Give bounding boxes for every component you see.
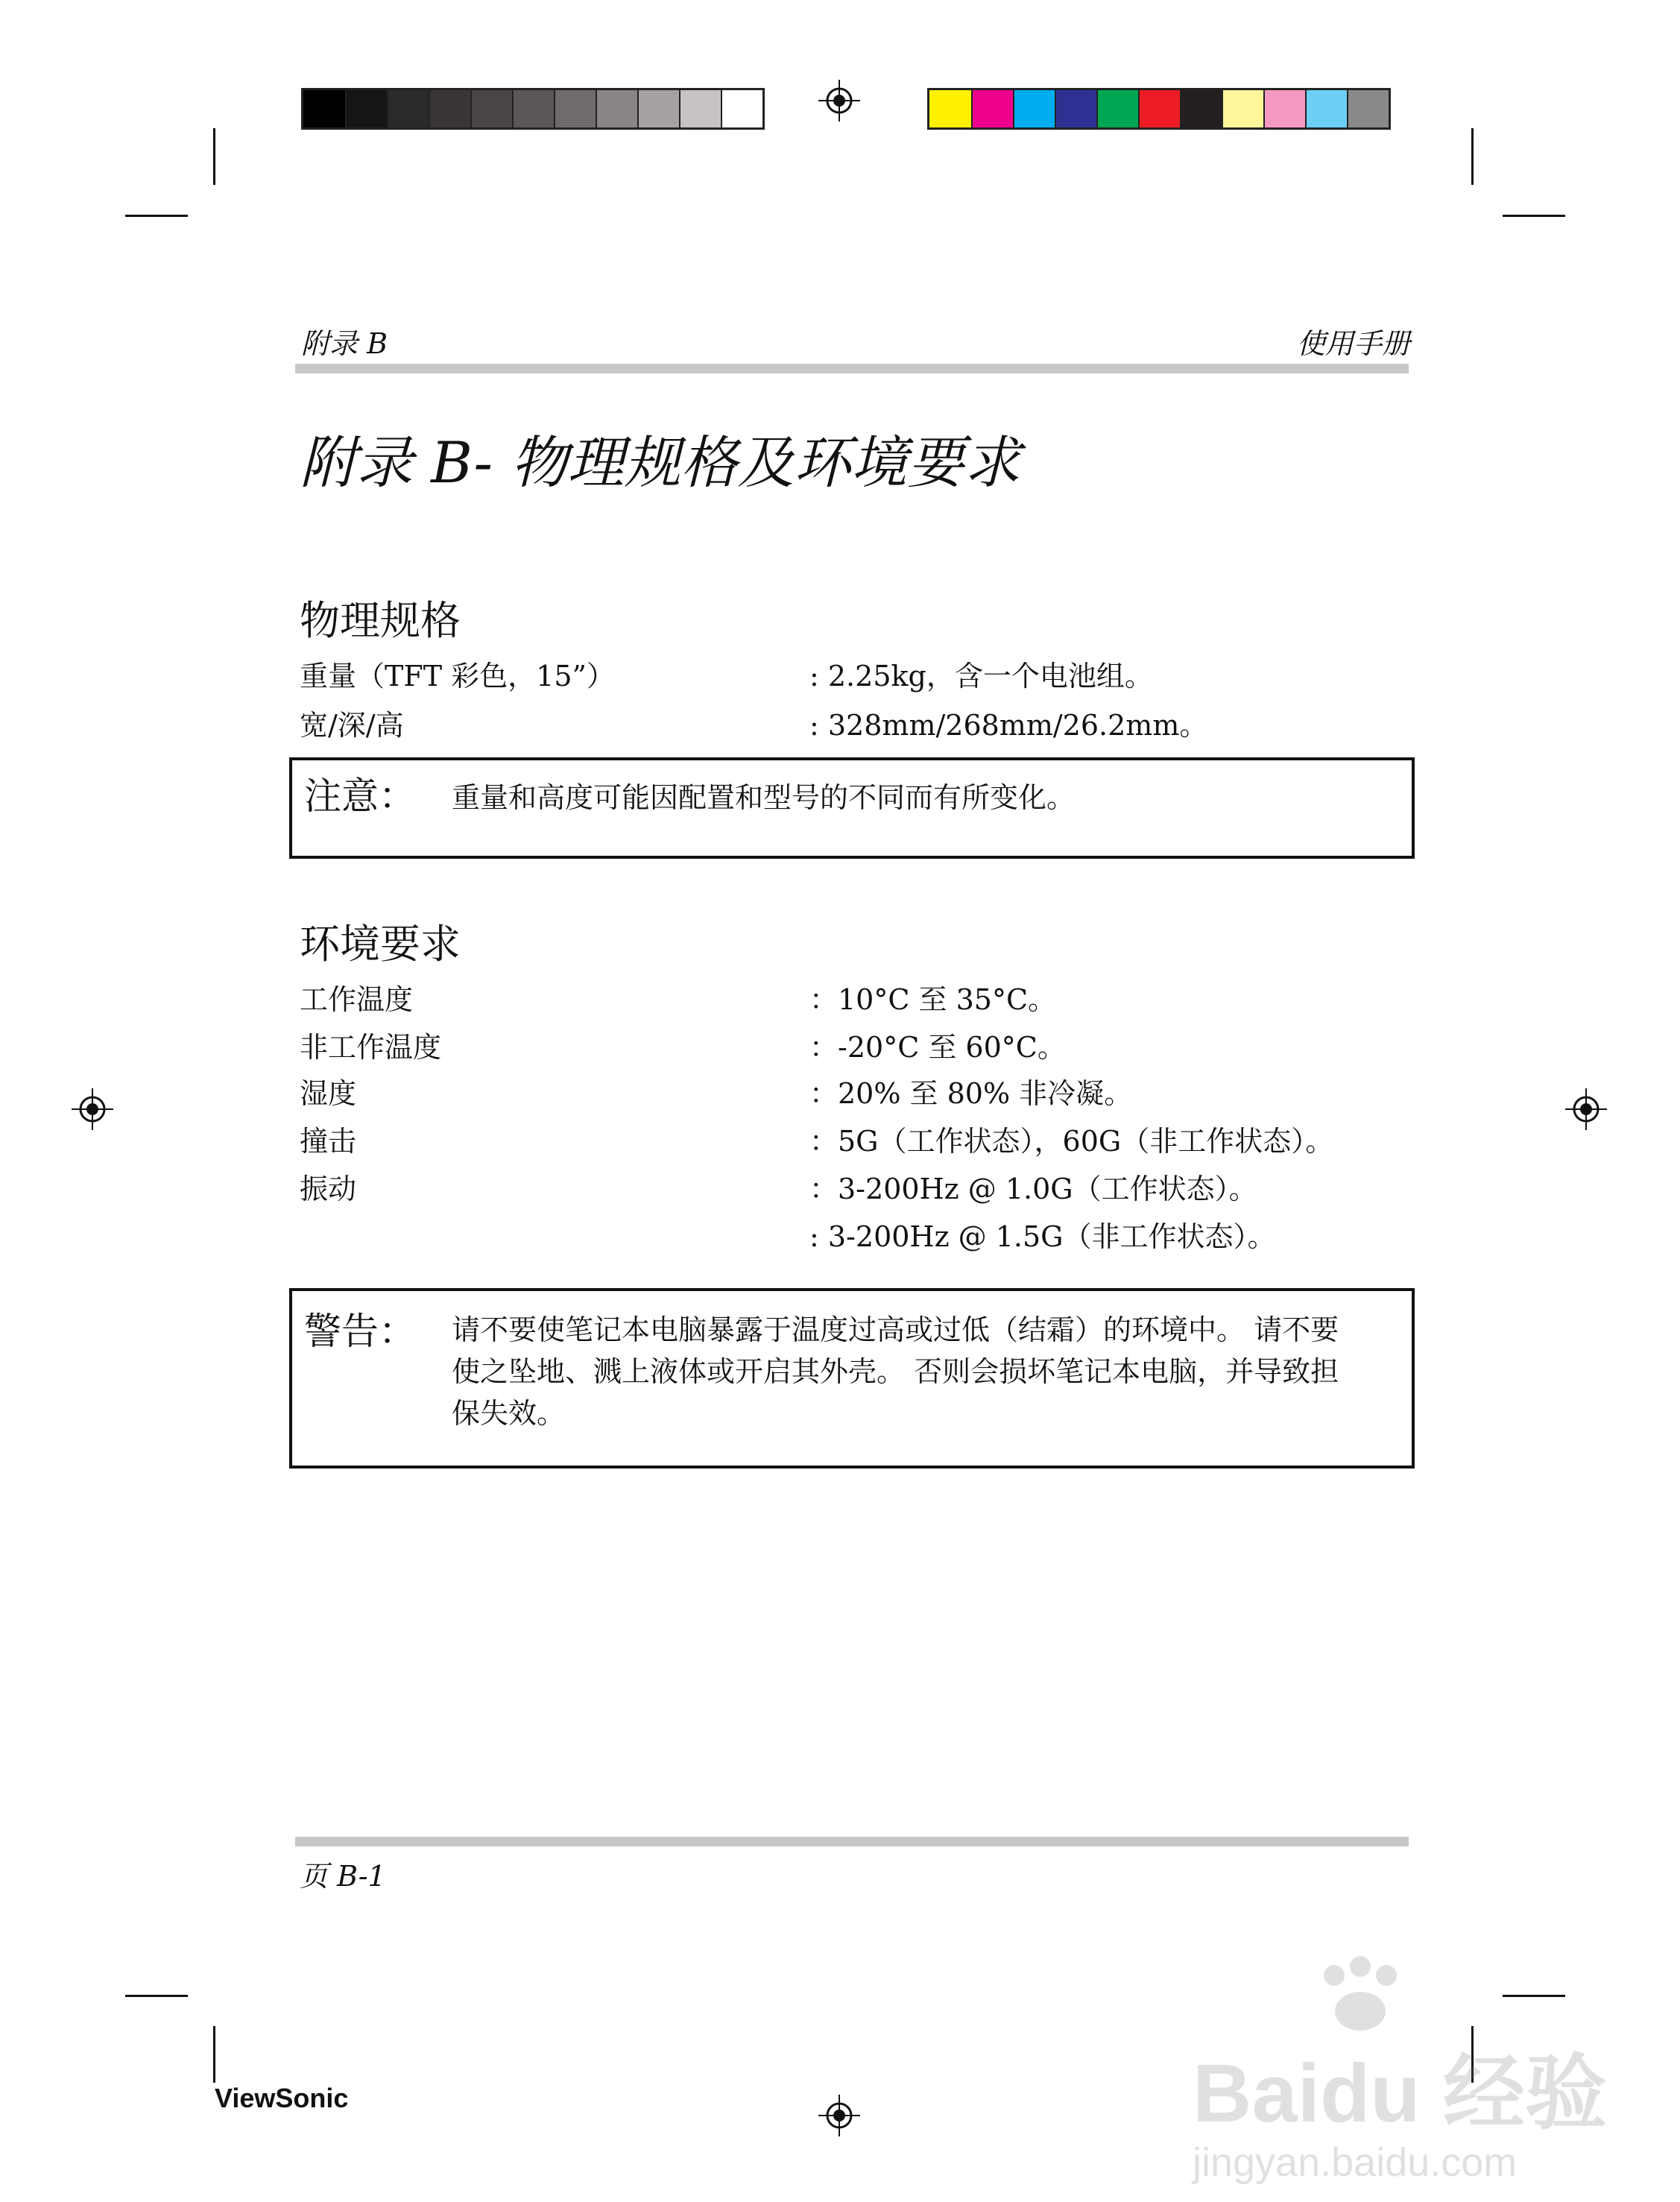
color-swatch [1347, 90, 1389, 127]
gray-swatch [303, 90, 345, 127]
env-value: ：3-200Hz @ 1.0G（工作状态）。 [809, 1173, 1257, 1205]
color-swatch [1222, 90, 1263, 127]
env-value: : 3-200Hz @ 1.5G（非工作状态）。 [809, 1220, 1276, 1253]
brand-name: ViewSonic [215, 2083, 349, 2113]
color-swatch [1180, 90, 1222, 127]
env-value: ：5G（工作状态），60G（非工作状态）。 [809, 1125, 1334, 1158]
env-value: ：10°C 至 35°C。 [809, 983, 1057, 1016]
footer-rule [295, 1837, 1409, 1846]
gray-swatch [512, 90, 554, 127]
registration-mark-icon [818, 2095, 860, 2136]
registration-mark-icon [72, 1088, 113, 1130]
spec-label: 宽/深/高 [300, 709, 404, 742]
section-heading-physical: 物理规格 [300, 597, 461, 644]
header-manual-title: 使用手册 [1296, 327, 1410, 360]
warning-text [452, 1309, 1339, 1434]
gray-swatch [721, 90, 762, 127]
crop-mark [125, 215, 188, 217]
page-title: 附录 B- 物理规格及环境要求 [300, 429, 1021, 496]
warning-box [289, 1288, 1415, 1468]
spec-value: : 2.25kg，含一个电池组。 [809, 660, 1153, 693]
color-swatch [1305, 90, 1347, 127]
note-label: 注意： [304, 775, 416, 818]
header-chapter: 附录 B [301, 327, 388, 360]
note-text: 重量和高度可能因配置和型号的不同而有所变化。 [452, 781, 1076, 814]
crop-mark [1503, 215, 1565, 217]
env-value: ：-20°C 至 60°C。 [809, 1031, 1066, 1064]
watermark-text: Baidu 经验 [1193, 2048, 1608, 2139]
header-rule [295, 364, 1409, 373]
gray-swatch [387, 90, 429, 127]
color-swatch [1138, 90, 1180, 127]
env-label: 撞击 [300, 1125, 357, 1158]
color-swatch [971, 90, 1013, 127]
note-box [289, 757, 1415, 859]
crop-mark [125, 1995, 188, 1997]
gray-swatch [470, 90, 512, 127]
color-swatch [1263, 90, 1305, 127]
env-value: ：20% 至 80% 非冷凝。 [809, 1077, 1133, 1110]
page-number: 页 B-1 [300, 1860, 386, 1893]
grayscale-color-bar [301, 88, 765, 130]
section-heading-environment: 环境要求 [300, 921, 461, 968]
env-label: 非工作温度 [300, 1031, 442, 1064]
env-label: 湿度 [300, 1077, 357, 1110]
gray-swatch [554, 90, 596, 127]
registration-mark-icon [818, 80, 860, 122]
warning-line: 使之坠地、溅上液体或开启其外壳。 否则会损坏笔记本电脑，并导致担 [452, 1355, 1339, 1388]
color-swatch [1013, 90, 1055, 127]
watermark [1163, 1953, 1608, 2199]
gray-swatch [679, 90, 721, 127]
color-swatch [1096, 90, 1138, 127]
gray-swatch [637, 90, 679, 127]
color-swatch [929, 90, 971, 127]
gray-swatch [345, 90, 387, 127]
crop-mark [1471, 128, 1474, 185]
paw-logo-icon [1304, 1953, 1416, 2035]
spec-label: 重量（TFT 彩色，15”） [300, 660, 615, 693]
warning-line: 保失效。 [452, 1397, 566, 1430]
gray-swatch [596, 90, 637, 127]
gray-swatch [429, 90, 470, 127]
env-label: 振动 [300, 1173, 357, 1205]
process-color-bar [927, 88, 1391, 130]
watermark-url: jingyan.baidu.com [1193, 2140, 1518, 2185]
color-swatch [1055, 90, 1096, 127]
crop-mark [213, 128, 215, 185]
warning-label: 警告： [304, 1310, 416, 1353]
crop-mark [213, 2026, 215, 2083]
registration-mark-icon [1565, 1088, 1607, 1130]
env-label: 工作温度 [300, 983, 414, 1016]
spec-value: : 328mm/268mm/26.2mm。 [809, 709, 1208, 742]
warning-line: 请不要使笔记本电脑暴露于温度过高或过低（结霜）的环境中。 请不要 [452, 1313, 1339, 1346]
